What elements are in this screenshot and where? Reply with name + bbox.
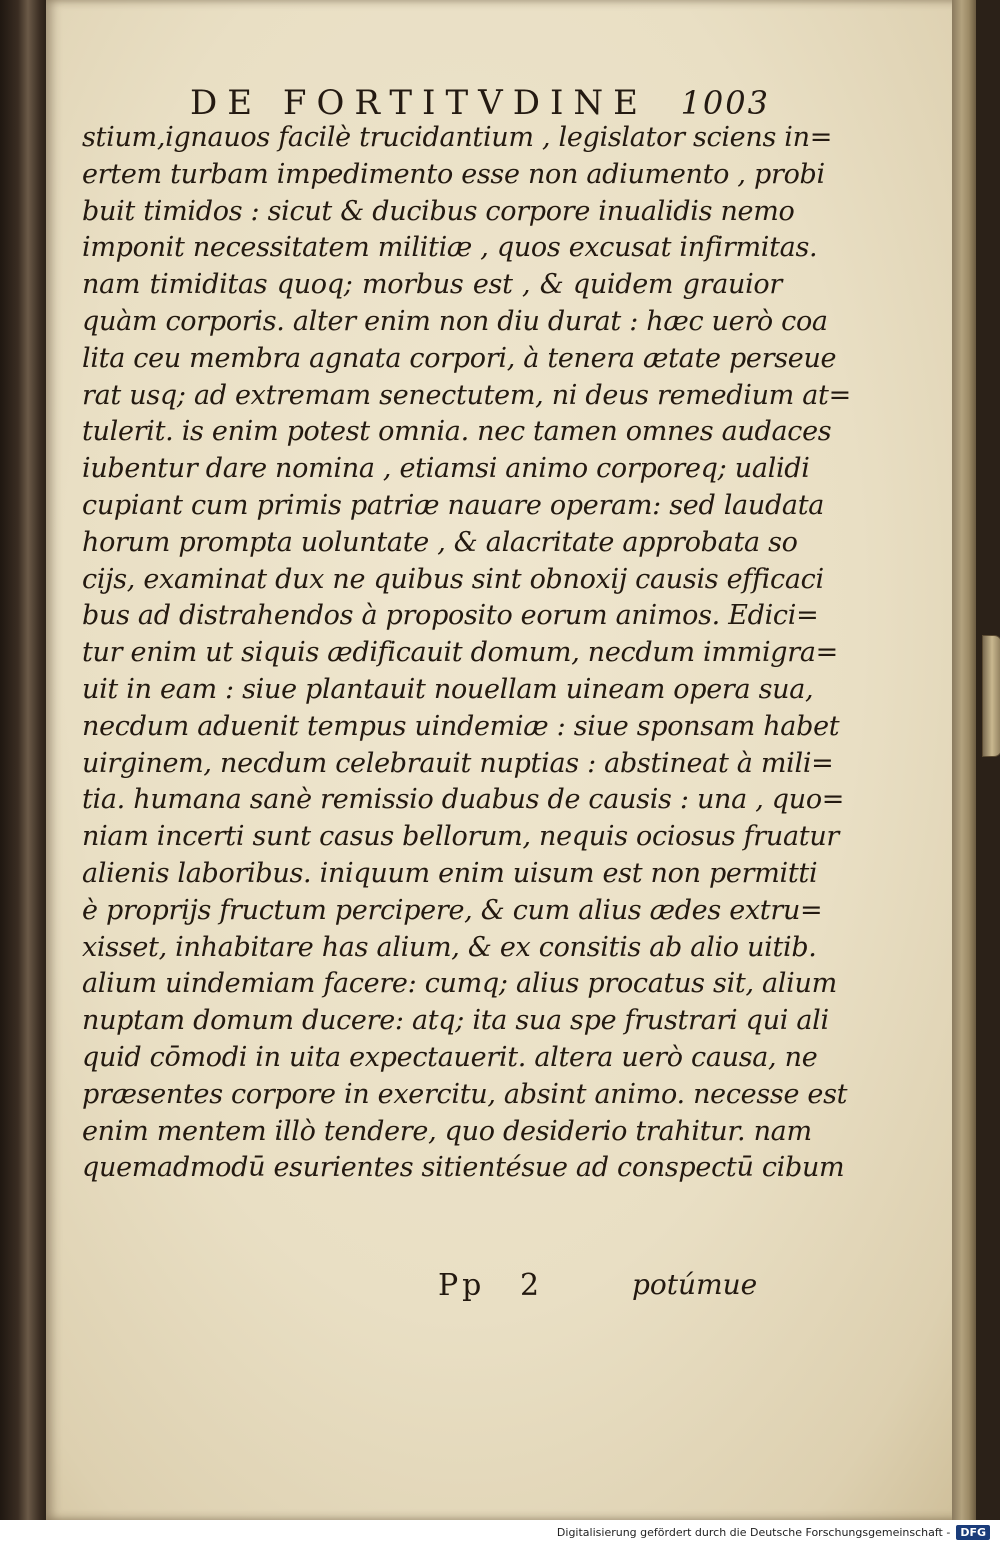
signature-number: 2: [520, 1268, 540, 1303]
catchword: potúmue: [632, 1268, 758, 1301]
text-line: præsentes corpore in exercitu, absint animo. necesse est: [82, 1078, 848, 1110]
text-line: cupiant cum primis patriæ nauare operam: sed laudata: [82, 489, 825, 521]
text-line: iubentur dare nomina , etiamsi animo corporeq; ualidi: [82, 453, 810, 485]
dfg-logo-icon[interactable]: DFG: [956, 1525, 990, 1540]
text-line: cijs, examinat dux ne quibus sint obnoxij causis efficaci: [82, 563, 824, 595]
text-line: lita ceu membra agnata corpori, à tenera ætate perseue: [82, 342, 837, 374]
page-edge: [952, 0, 976, 1520]
text-line: alienis laboribus. iniquum enim uisum est non permitti: [82, 857, 818, 889]
text-line: horum prompta uoluntate , & alacritate approbata so: [82, 526, 798, 558]
text-line: stium,ignauos facilè trucidantium , legislator sciens in=: [82, 122, 833, 153]
text-line: quemadmodū esurientes sitientésue ad conspectū cibum: [82, 1152, 845, 1184]
credit-text: Digitalisierung gefördert durch die Deutsche Forschungsgemeinschaft -: [556, 1525, 951, 1539]
text-line: tia. humana sanè remissio duabus de causis : una , quo=: [82, 784, 845, 816]
text-line: ertem turbam impedimento esse non adiumento , probi: [82, 158, 825, 190]
credit-bar: [0, 1520, 1000, 1544]
page-footer: [438, 1268, 778, 1318]
text-line: nuptam domum ducere: atq; ita sua spe frustrari qui ali: [82, 1005, 829, 1037]
text-line: nam timiditas quoq; morbus est , & quidem grauior: [82, 269, 782, 301]
text-line: enim mentem illò tendere, quo desiderio trahitur. nam: [82, 1115, 812, 1147]
text-line: rat usq; ad extremam senectutem, ni deus remedium at=: [82, 379, 851, 411]
text-line: tur enim ut siquis ædificauit domum, necdum immigra=: [82, 637, 839, 669]
text-line: necdum aduenit tempus uindemiæ : siue sponsam habet: [82, 710, 840, 742]
text-line: xisset, inhabitare has alium, & ex consitis ab alio uitib.: [82, 931, 817, 963]
text-line: è proprijs fructum percipere, & cum alius ædes extru=: [82, 894, 823, 926]
folio-number: 1003: [680, 84, 770, 122]
text-line: uirginem, necdum celebrauit nuptias : abstineat à mili=: [82, 747, 834, 779]
body-text: [82, 120, 851, 1187]
text-line: niam incerti sunt casus bellorum, nequis ociosus fruatur: [82, 821, 840, 853]
text-line: tulerit. is enim potest omnia. nec tamen omnes audaces: [82, 416, 832, 448]
text-line: uit in eam : siue plantauit nouellam uineam opera sua,: [82, 673, 814, 705]
signature-mark: Pp: [438, 1268, 486, 1303]
text-line: buit timidos : sicut & ducibus corpore inualidis nemo: [82, 195, 795, 227]
text-line: imponit necessitatem militiæ , quos excusat infirmitas.: [82, 232, 818, 264]
text-line: alium uindemiam facere: cumq; alius procatus sit, alium: [82, 968, 837, 1000]
text-line: quàm corporis. alter enim non diu durat : hæc uerò coa: [82, 305, 828, 337]
text-line: bus ad distrahendos à proposito eorum animos. Edici=: [82, 600, 819, 632]
text-line: quid cōmodi in uita expectauerit. altera uerò causa, ne: [82, 1041, 818, 1073]
running-title: DE FORTITVDINE: [190, 83, 648, 123]
page-clip: [982, 635, 1000, 757]
